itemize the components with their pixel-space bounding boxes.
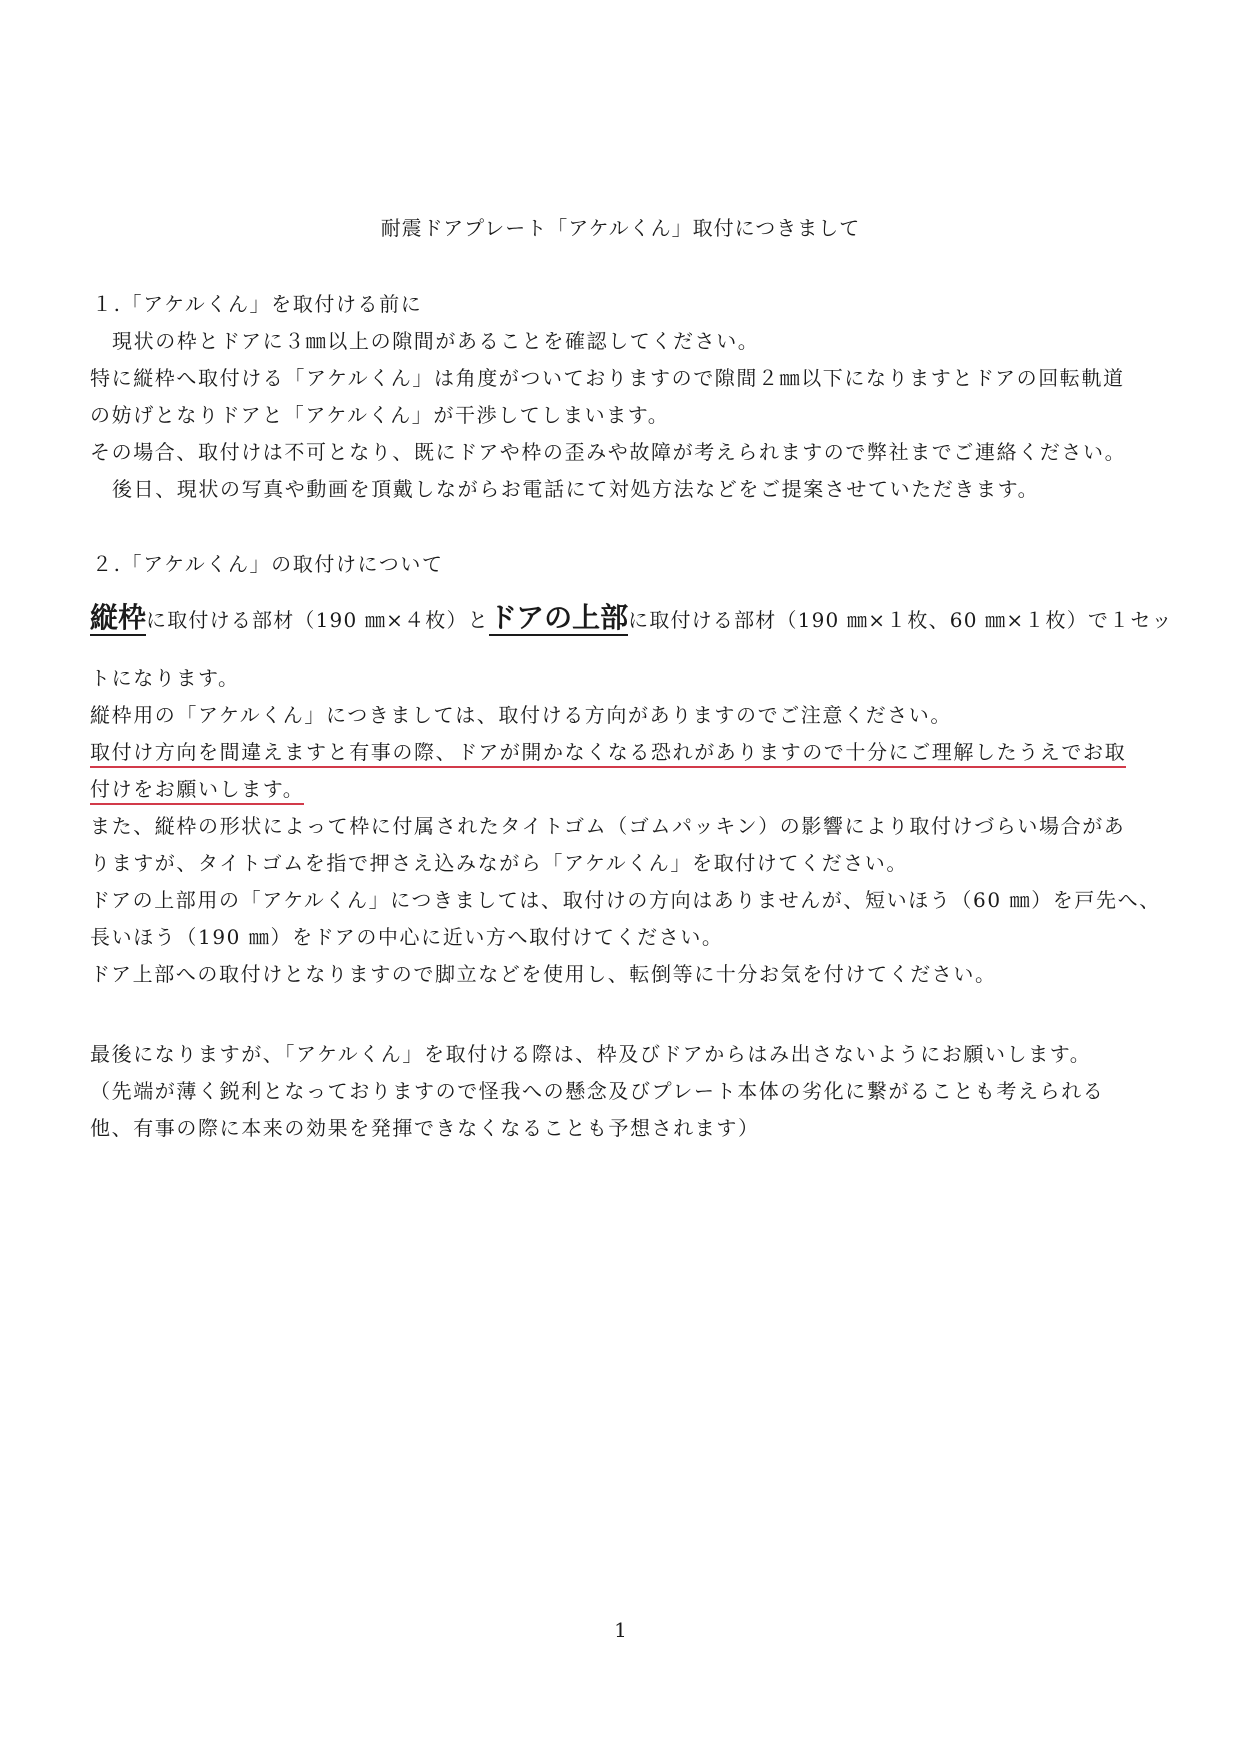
section-2-line: 縦枠用の「アケルくん」につきましては、取付ける方向がありますのでご注意ください。 [90, 703, 952, 727]
parts-summary-line [90, 596, 1173, 636]
section-2-body [90, 660, 1161, 993]
section-3-line: （先端が薄く鋭利となっておりますので怪我への懸念及びプレート本体の劣化に繋がることも考えられる [90, 1079, 1105, 1103]
section-2-line: ドアの上部用の「アケルくん」につきましては、取付けの方向はありませんが、短いほう（60 ㎜）を戸先へ、 [90, 888, 1161, 912]
emphasis-vertical-frame: 縦枠 [90, 601, 147, 634]
parts-summary-text: に取付ける部材（190 ㎜×４枚）と [146, 608, 489, 632]
warning-text: 付けをお願いします。 [90, 777, 304, 805]
section-1-line: 特に縦枠へ取付ける「アケルくん」は角度がついておりますので隙間２㎜以下になりますとドアの回転軌道 [90, 366, 1125, 390]
warning-text: 取付け方向を間違えますと有事の際、ドアが開かなくなる恐れがありますので十分にご理解したうえでお取 [90, 740, 1126, 768]
section-2-line: りますが、タイトゴムを指で押さえ込みながら「アケルくん」を取付けてください。 [90, 851, 908, 875]
section-1-line: その場合、取付けは不可となり、既にドアや枠の歪みや故障が考えられますので弊社までご連絡ください。 [90, 440, 1127, 464]
section-2-heading-block [90, 546, 1150, 583]
section-1 [90, 286, 1150, 508]
section-1-line: 現状の枠とドアに３㎜以上の隙間があることを確認してください。 [112, 329, 760, 353]
section-3 [90, 1036, 1150, 1147]
section-1-heading: １.「アケルくん」を取付ける前に [92, 292, 423, 316]
section-3-line: 他、有事の際に本来の効果を発揮できなくなることも予想されます） [90, 1116, 760, 1140]
section-3-line: 最後になりますが、「アケルくん」を取付ける際は、枠及びドアからはみ出さないようにお願いします。 [90, 1042, 1092, 1066]
warning-line [90, 734, 1150, 771]
section-2-line: トになります。 [90, 666, 240, 690]
page-number: 1 [614, 1618, 627, 1642]
document-title: 耐震ドアプレート「アケルくん」取付につきまして [380, 216, 861, 240]
section-2-line: ドア上部への取付けとなりますので脚立などを使用し、転倒等に十分お気を付けてください。 [90, 962, 997, 986]
section-2-line: また、縦枠の形状によって枠に付属されたタイトゴム（ゴムパッキン）の影響により取付けづらい場合があ [90, 814, 1126, 838]
section-2-line: 長いほう（190 ㎜）をドアの中心に近い方へ取付けてください。 [90, 925, 724, 949]
section-2-heading: ２.「アケルくん」の取付けについて [92, 552, 444, 576]
section-1-line: 後日、現状の写真や動画を頂戴しながらお電話にて対処方法などをご提案させていただきます。 [112, 477, 1040, 501]
section-1-line: の妨げとなりドアと「アケルくん」が干渉してしまいます。 [90, 403, 670, 427]
parts-summary-text: に取付ける部材（190 ㎜×１枚、60 ㎜×１枚）で１セッ [628, 608, 1173, 632]
emphasis-door-top: ドアの上部 [488, 601, 629, 634]
warning-line [90, 771, 1150, 808]
